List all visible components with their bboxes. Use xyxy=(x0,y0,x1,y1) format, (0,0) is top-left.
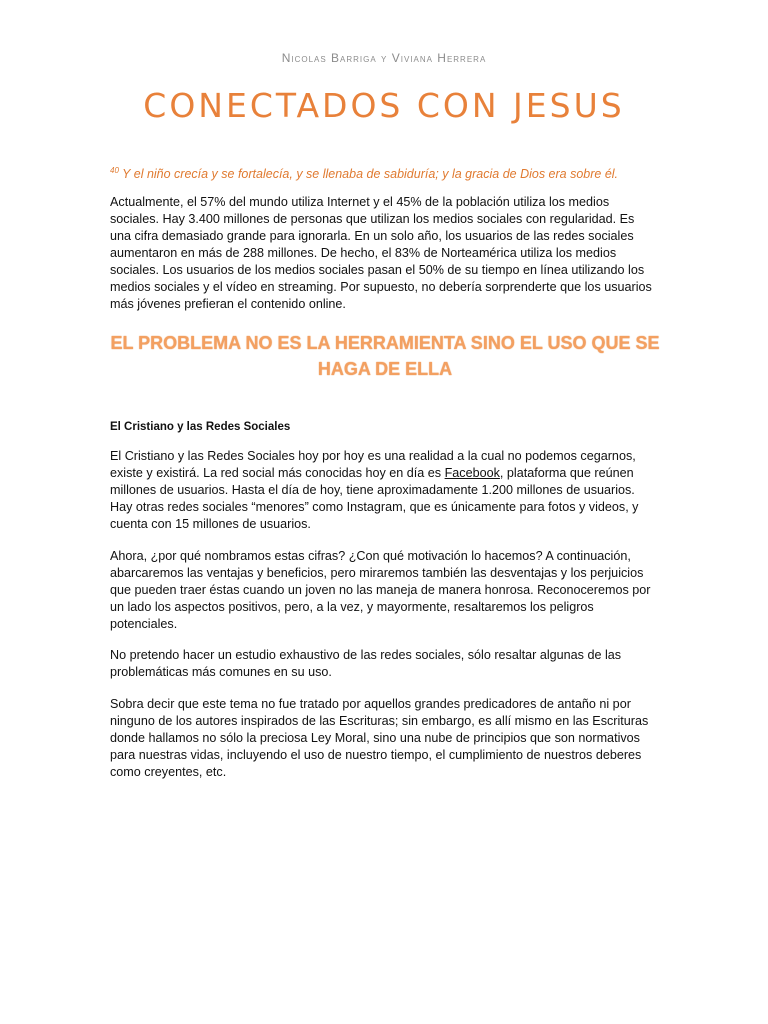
social-networks-paragraph xyxy=(110,448,658,533)
scripture-paragraph: Sobra decir que este tema no fue tratado por aquellos grandes predicadores de antaño ni por ninguno de los autores inspirados de las Escrituras; sin embargo, es allí mismo en las Escrituras donde hallamos no sólo la preciosa Ley Moral, sino una nube de principios que son normativos para nuestras vidas, incluyendo el uso de nuestro tiempo, el cumplimiento de nuestros deberes como creyentes, etc. xyxy=(110,697,649,779)
facebook-link[interactable]: Facebook xyxy=(444,466,500,480)
motivation-paragraph: Ahora, ¿por qué nombramos estas cifras? ¿Con qué motivación lo hacemos? A continuación, abarcaremos las ventajas y beneficios, pero miraremos también las desventajas y los perjuicios que pueden traer éstas cuando un joven no las maneja de manera honrosa. Reconoceremos por un lado los aspectos positivos, pero, a la vez, y mayormente, resaltaremos los peligros potenciales. xyxy=(110,549,651,631)
intro-paragraph: Actualmente, el 57% del mundo utiliza Internet y el 45% de la población utiliza los medios sociales. Hay 3.400 millones de personas que utilizan los medios sociales con regularidad. Es una cifra demasiado grande para ignorarla. En un solo año, los usuarios de las redes sociales aumentaron en más de 288 millones. De hecho, el 83% de Norteamérica utiliza los medios sociales. Los usuarios de los medios sociales pasan el 50% de su tiempo en línea utilizando los medios sociales y el vídeo en streaming. Por supuesto, no debería sorprenderte que los usuarios más jóvenes prefieran el contenido online. xyxy=(110,195,652,311)
authors-header: Nicolas Barriga y Viviana Herrera xyxy=(281,51,487,65)
bible-verse xyxy=(110,166,670,181)
verse-number: 40 xyxy=(110,166,119,175)
document-title: CONECTADOS CON JESUS xyxy=(143,86,625,125)
section-subheading: El Cristiano y las Redes Sociales xyxy=(110,421,291,433)
highlight-banner: EL PROBLEMA NO ES LA HERRAMIENTA SINO EL USO QUE SE HAGA DE ELLA xyxy=(110,333,660,379)
scope-paragraph: No pretendo hacer un estudio exhaustivo de las redes sociales, sólo resaltar algunas de las problemáticas más comunes en su uso. xyxy=(110,648,622,679)
paragraph-text: , plataforma que reúnen millones de usuarios. Hasta el día de hoy, tiene aproximadamente 1.200 millones de usuarios. Hay otras redes sociales “menores” como Instagram, que es únicamente para fotos y videos, y cuenta con 15 millones de usuarios. xyxy=(110,466,639,531)
verse-text: Y el niño crecía y se fortalecía, y se llenaba de sabiduría; y la gracia de Dios era sobre él. xyxy=(118,167,619,182)
paragraph-text: El Cristiano y las Redes Sociales hoy por hoy es una realidad a la cual no podemos cegarnos, existe y existirá. La red social más conocidas hoy en día es xyxy=(110,449,636,480)
